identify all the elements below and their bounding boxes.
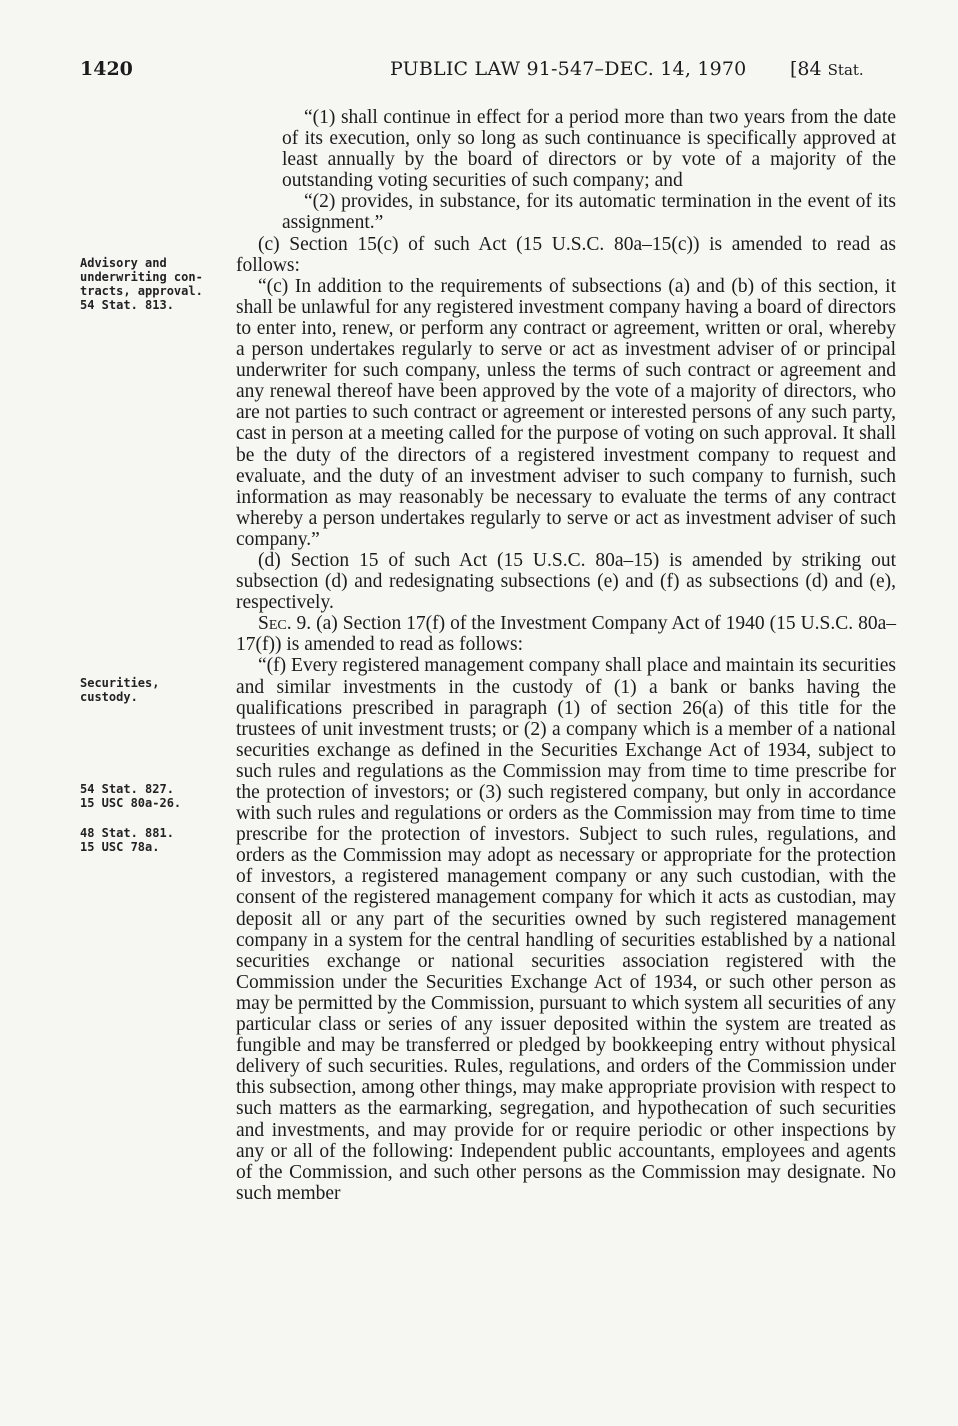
section-9-intro xyxy=(236,613,896,655)
margin-note-line: tracts, approval. xyxy=(80,284,203,298)
subsection-c-intro: (c) Section 15(c) of such Act (15 U.S.C. 80a–15(c)) is amended to read as follows: xyxy=(236,233,896,276)
stat-word: Stat. xyxy=(827,61,864,79)
clause-1: “(1) shall continue in effect for a period more than two years from the date of its execution, only so long as such continuance is specifically approved at least annually by the board of directors or by vote of a majority of the outstanding voting securities of such company; and xyxy=(282,107,896,192)
stat-prefix: [84 xyxy=(790,58,822,80)
margin-note-line: 48 Stat. 881. xyxy=(80,826,174,840)
section-9-intro-text: (a) Section 17(f) of the Investment Company Act of 1940 (15 U.S.C. 80a–17(f)) is amended to read as follows: xyxy=(236,613,896,656)
margin-note-line: custody. xyxy=(80,690,138,704)
margin-note-line: underwriting con- xyxy=(80,270,203,284)
margin-note-citation-1 xyxy=(80,782,230,810)
margin-note-advisory xyxy=(80,256,230,312)
clause-2: “(2) provides, in substance, for its automatic termination in the event of its assignment.” xyxy=(282,191,896,234)
section-label: Sec. 9. xyxy=(258,613,312,635)
page-header xyxy=(0,58,958,86)
statute-reference xyxy=(790,58,864,80)
margin-note-line: 54 Stat. 827. xyxy=(80,782,174,796)
margin-note-securities xyxy=(80,676,230,704)
margin-note-line: 15 USC 78a. xyxy=(80,840,160,854)
margin-note-line: Securities, xyxy=(80,676,160,690)
subsection-c-text: “(c) In addition to the requirements of subsections (a) and (b) of this section, it shall be unlawful for any registered investment company having a board of directors to enter into, renew, or perform any contract or agreement, written or oral, whereby a person undertakes regularly to serve or act as investment adviser of or principal underwriter for such company, unless the terms of such contract or agreement and any renewal thereof have been approved by the vote of a majority of directors, who are not parties to such contract or agreement or interested persons of any such party, cast in person at a meeting called for the purpose of voting on such approval. It shall be the duty of the directors of a registered investment company to request and evaluate, and the duty of an investment adviser to such company to furnish, such information as may reasonably be necessary to evaluate the terms of any contract whereby a person undertakes regularly to serve or act as investment adviser of such company.” xyxy=(236,275,896,550)
running-title: PUBLIC LAW 91-547–DEC. 14, 1970 xyxy=(390,58,747,80)
margin-note-citation-2 xyxy=(80,826,230,854)
margin-note-line: 54 Stat. 813. xyxy=(80,298,174,312)
margin-note-line: 15 USC 80a-26. xyxy=(80,796,182,810)
body-text xyxy=(236,107,896,1204)
subsection-f-text: “(f) Every registered management company shall place and maintain its securities and similar investments in the custody of (1) a bank or banks having the qualifications prescribed in paragraph (1) of section 26(a) of this title for the trustees of unit investment trusts; or (2) a company which is a member of a national securities exchange as defined in the Securities Exchange Act of 1934, subject to such rules and regulations as the Commission may from time to time prescribe for the protection of investors; or (3) such registered company, but only in accordance with such rules and regulations or orders as the Commission may from time to time prescribe for the protection of investors. Subject to such rules, regulations, and orders as the Commission may adopt as necessary or appropriate for the protection of investors, a registered management company or any such custodian, with the consent of the registered management company for which it acts as custodian, may deposit all or any part of the securities owned by such registered management company in a system for the central handling of securities established by a national securities exchange or national securities association registered with the Commission under the Securities Exchange Act of 1934, or such other person as may be permitted by the Commission, pursuant to which system all securities of any particular class or series of any issuer deposited within the system are treated as fungible and may be transferred or pledged by bookkeeping entry without physical delivery of such securities. Rules, regulations, and orders of the Commission under this subsection, among other things, may make appropriate provision with respect to such matters as the earmarking, segregation, and hypothecation of such securities and investments, and may provide for or require periodic or other inspections by any or all of the following: Independent public accountants, employees and agents of the Commission, and such other persons as the Commission may designate. No such member xyxy=(236,655,896,1204)
page-number: 1420 xyxy=(80,58,133,80)
margin-note-line: Advisory and xyxy=(80,256,167,270)
subsection-d-text: (d) Section 15 of such Act (15 U.S.C. 80a–15) is amended by striking out subsection (d) and redesignating subsections (e) and (f) as subsections (d) and (e), respectively. xyxy=(236,549,896,614)
